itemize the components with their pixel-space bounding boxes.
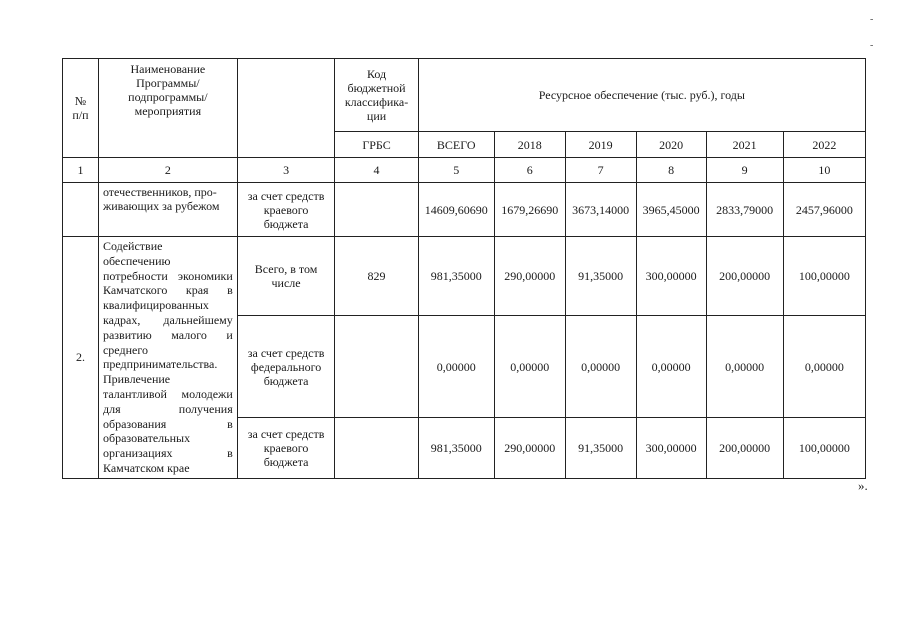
value-2022: 100,00000 — [783, 418, 865, 478]
value-total: 981,35000 — [418, 237, 494, 316]
funding-source: за счет средств краевого бюджета — [237, 183, 335, 237]
grbs-code — [335, 183, 418, 237]
header-name: Наименование Программы/ подпрограммы/ мероприятия — [98, 59, 237, 158]
corner-mark: - — [870, 40, 874, 51]
funding-source: Всего, в том числе — [237, 237, 335, 316]
value-2020: 300,00000 — [636, 237, 706, 316]
value-2019: 0,00000 — [565, 316, 636, 418]
column-number: 6 — [494, 158, 565, 183]
closing-quote: ». — [858, 478, 868, 493]
value-2018: 290,00000 — [494, 237, 565, 316]
column-number: 1 — [63, 158, 99, 183]
grbs-code: 829 — [335, 237, 418, 316]
row-name: Содействие обеспечению потребности экономики Камчатского края в квалифицированных кадрах, дальнейшему развитию малого и среднего предпринимательства. Привлечение талантливой молодежи для получения образования в образовательных организациях в Камчатском крае — [98, 237, 237, 479]
column-number: 2 — [98, 158, 237, 183]
column-number: 10 — [783, 158, 865, 183]
funding-source: за счет средств федерального бюджета — [237, 316, 335, 418]
value-2018: 0,00000 — [494, 316, 565, 418]
value-2022: 2457,96000 — [783, 183, 865, 237]
value-2019: 91,35000 — [565, 237, 636, 316]
table-row — [63, 237, 866, 316]
value-2019: 91,35000 — [565, 418, 636, 478]
row-num: 2. — [63, 237, 99, 479]
value-2020: 3965,45000 — [636, 183, 706, 237]
value-2021: 200,00000 — [706, 237, 783, 316]
header-code: Код бюджетной классифика- ции — [335, 59, 418, 132]
column-numbers-row — [63, 158, 866, 183]
value-2021: 2833,79000 — [706, 183, 783, 237]
header-year: 2019 — [565, 132, 636, 158]
corner-mark: - — [870, 14, 874, 25]
header-grbs: ГРБС — [335, 132, 418, 158]
grbs-code — [335, 316, 418, 418]
value-2020: 300,00000 — [636, 418, 706, 478]
value-2021: 200,00000 — [706, 418, 783, 478]
grbs-code — [335, 418, 418, 478]
header-year: 2018 — [494, 132, 565, 158]
value-total: 981,35000 — [418, 418, 494, 478]
value-total: 0,00000 — [418, 316, 494, 418]
resource-table — [62, 58, 866, 479]
column-number: 7 — [565, 158, 636, 183]
value-2020: 0,00000 — [636, 316, 706, 418]
value-2022: 100,00000 — [783, 237, 865, 316]
header-resources: Ресурсное обеспечение (тыс. руб.), годы — [418, 59, 865, 132]
header-year: 2020 — [636, 132, 706, 158]
table-row — [63, 183, 866, 237]
row-name: отечественников, про- живающих за рубежом — [98, 183, 237, 237]
header-num: № п/п — [63, 59, 99, 158]
value-2018: 290,00000 — [494, 418, 565, 478]
funding-source: за счет средств краевого бюджета — [237, 418, 335, 478]
column-number: 9 — [706, 158, 783, 183]
header-year: 2022 — [783, 132, 865, 158]
column-number: 8 — [636, 158, 706, 183]
header-empty — [237, 59, 335, 158]
column-number: 3 — [237, 158, 335, 183]
value-2019: 3673,14000 — [565, 183, 636, 237]
value-total: 14609,60690 — [418, 183, 494, 237]
header-year: 2021 — [706, 132, 783, 158]
value-2021: 0,00000 — [706, 316, 783, 418]
column-number: 5 — [418, 158, 494, 183]
header-total: ВСЕГО — [418, 132, 494, 158]
value-2018: 1679,26690 — [494, 183, 565, 237]
value-2022: 0,00000 — [783, 316, 865, 418]
row-num — [63, 183, 99, 237]
column-number: 4 — [335, 158, 418, 183]
